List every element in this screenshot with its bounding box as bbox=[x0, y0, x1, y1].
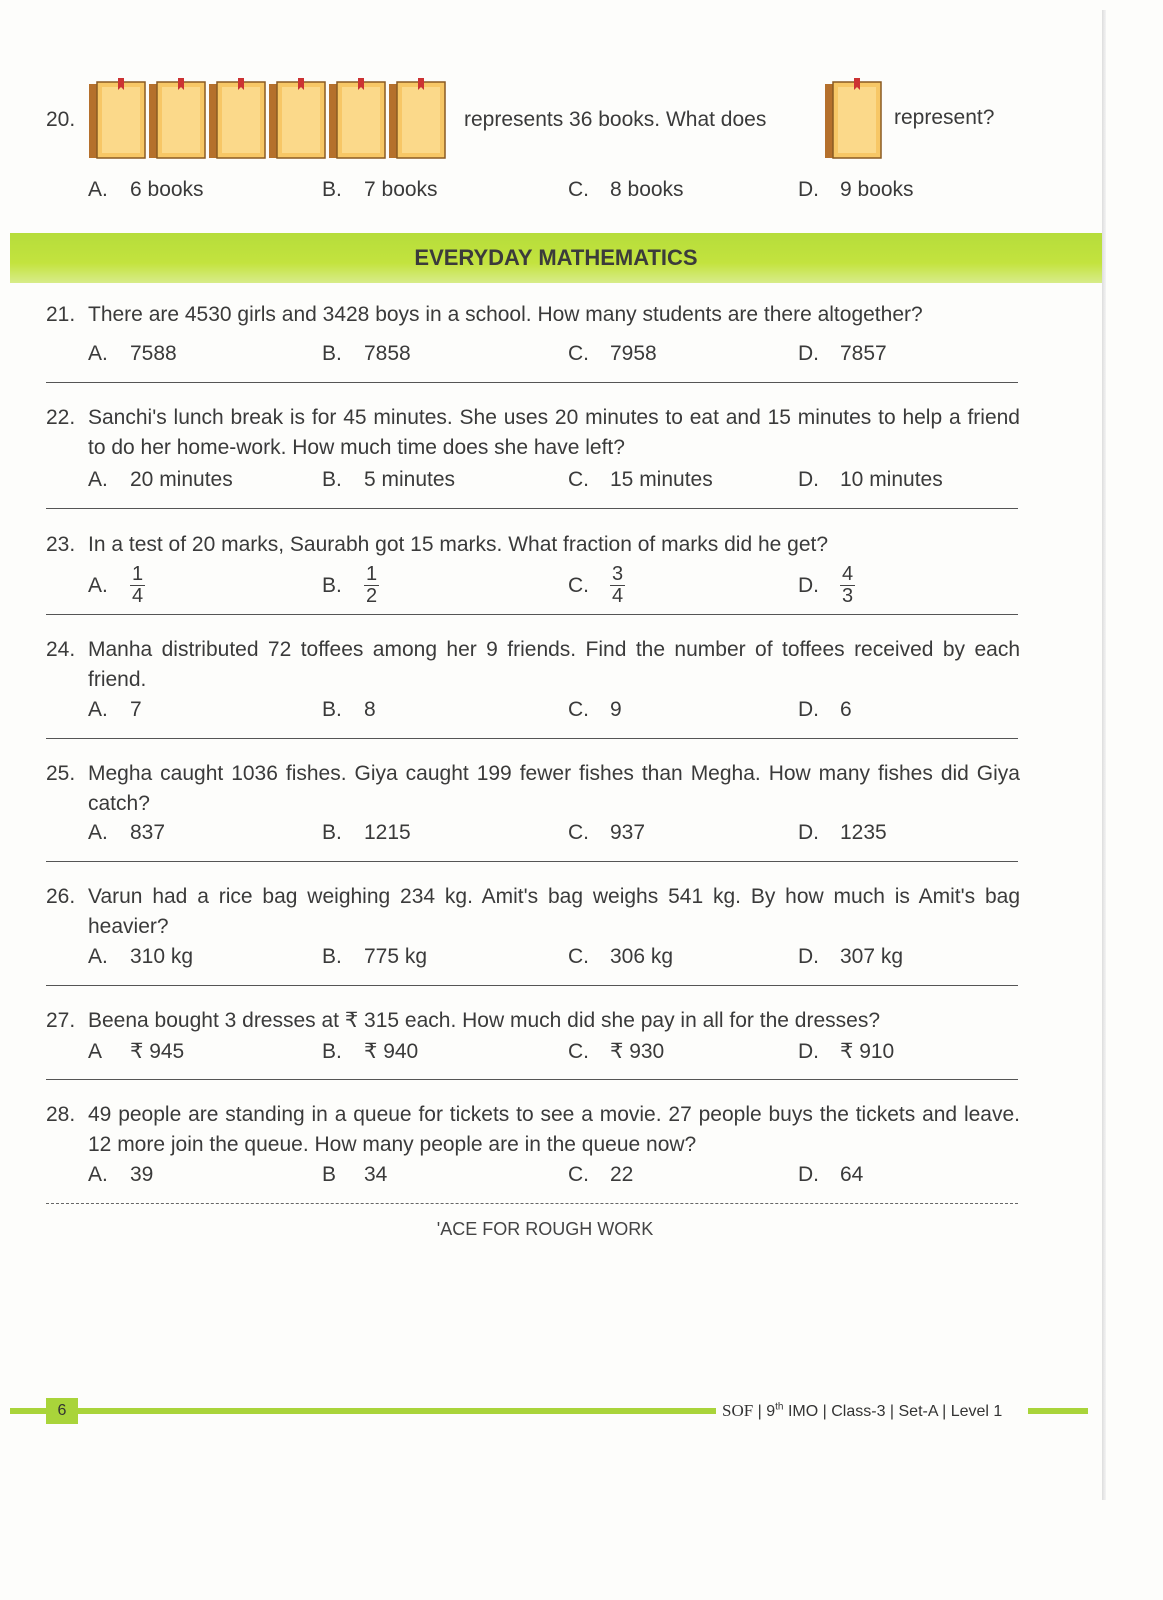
option-b[interactable]: B. 8 bbox=[322, 698, 376, 721]
option-b[interactable]: B. 7 books bbox=[322, 178, 438, 201]
question-text: Manha distributed 72 toffees among her 9 friends. Find the number of toffees received by each friend. bbox=[88, 638, 1020, 691]
divider bbox=[46, 861, 1018, 862]
option-a[interactable]: A. 39 bbox=[88, 1163, 154, 1186]
question-number: 28. bbox=[46, 1103, 76, 1126]
option-b[interactable]: B. 775 kg bbox=[322, 945, 428, 968]
book-group-icon bbox=[88, 78, 446, 160]
fraction: $\frac{3}{4}$ bbox=[612, 563, 624, 607]
question-text: There are 4530 girls and 3428 boys in a school. How many students are there altogether? bbox=[88, 303, 923, 326]
option-a[interactable]: A. 7588 bbox=[88, 342, 177, 365]
question-number: 21. bbox=[46, 303, 76, 326]
option-c[interactable]: C. 8 books bbox=[568, 178, 684, 201]
question-number: 22. bbox=[46, 406, 76, 429]
book-icon bbox=[824, 78, 882, 160]
page-edge-shadow bbox=[1102, 10, 1106, 1500]
option-a[interactable]: A. 7 bbox=[88, 698, 142, 721]
divider bbox=[46, 614, 1018, 615]
option-b[interactable]: B. 1215 bbox=[322, 821, 411, 844]
olympiad-suffix: th bbox=[775, 1401, 784, 1413]
option-d[interactable]: D. ₹ 910 bbox=[798, 1040, 895, 1063]
question-20 bbox=[46, 78, 1046, 168]
question-number: 20. bbox=[46, 108, 76, 131]
divider bbox=[46, 738, 1018, 739]
olympiad-name: IMO bbox=[787, 1403, 819, 1420]
option-d[interactable]: D. 307 kg bbox=[798, 945, 904, 968]
footer-rule bbox=[78, 1408, 716, 1414]
option-a[interactable]: A. 20 minutes bbox=[88, 468, 233, 491]
option-c[interactable]: C. 22 bbox=[568, 1163, 634, 1186]
question-text: represent? bbox=[894, 106, 995, 129]
fraction: $\frac{4}{3}$ bbox=[842, 563, 854, 607]
question-number: 25. bbox=[46, 762, 76, 785]
option-d[interactable]: D. $\frac{4}{3}$ bbox=[798, 563, 854, 607]
rough-work-divider bbox=[46, 1203, 1018, 1204]
question-number: 23. bbox=[46, 533, 76, 556]
book-icon bbox=[88, 78, 146, 160]
question-text: In a test of 20 marks, Saurabh got 15 marks. What fraction of marks did he get? bbox=[88, 533, 829, 556]
section-title: EVERYDAY MATHEMATICS bbox=[414, 245, 698, 270]
rough-work-label: 'ACE FOR ROUGH WORK bbox=[436, 1219, 654, 1239]
footer-rule bbox=[10, 1408, 50, 1414]
question-text: Beena bought 3 dresses at ₹ 315 each. How much did she pay in all for the dresses? bbox=[88, 1009, 881, 1032]
option-b[interactable]: B. ₹ 940 bbox=[322, 1040, 419, 1063]
option-b[interactable]: B 34 bbox=[322, 1163, 388, 1186]
fraction: $\frac{1}{2}$ bbox=[366, 563, 378, 607]
footer-rule bbox=[1028, 1408, 1088, 1414]
question-number: 24. bbox=[46, 638, 76, 661]
sof-logo: SOF bbox=[722, 1401, 754, 1420]
option-c[interactable]: C. ₹ 930 bbox=[568, 1040, 665, 1063]
option-c[interactable]: C. 306 kg bbox=[568, 945, 674, 968]
book-icon bbox=[388, 78, 446, 160]
option-d[interactable]: D. 64 bbox=[798, 1163, 864, 1186]
book-icon bbox=[328, 78, 386, 160]
option-a[interactable]: A. 6 books bbox=[88, 178, 204, 201]
option-c[interactable]: C. 7958 bbox=[568, 342, 657, 365]
question-number: 27. bbox=[46, 1009, 76, 1032]
option-d[interactable]: D. 10 minutes bbox=[798, 468, 943, 491]
option-a[interactable]: A. 837 bbox=[88, 821, 166, 844]
option-c[interactable]: C. 15 minutes bbox=[568, 468, 713, 491]
page-number: 6 bbox=[46, 1398, 78, 1424]
divider bbox=[46, 1079, 1018, 1080]
olympiad-number: 9 bbox=[766, 1403, 776, 1420]
option-b[interactable]: B. 5 minutes bbox=[322, 468, 456, 491]
question-text: Varun had a rice bag weighing 234 kg. Amit's bag weighs 541 kg. By how much is Amit's bag heavier? bbox=[88, 885, 1020, 938]
option-d[interactable]: D. 6 bbox=[798, 698, 852, 721]
divider bbox=[46, 508, 1018, 509]
section-banner bbox=[10, 233, 1102, 283]
question-number: 26. bbox=[46, 885, 76, 908]
option-c[interactable]: C. 937 bbox=[568, 821, 646, 844]
fraction: $\frac{1}{4}$ bbox=[132, 563, 144, 607]
option-d[interactable]: D. 7857 bbox=[798, 342, 887, 365]
class-set-level: | Class-3 | Set-A | Level 1 bbox=[822, 1403, 1003, 1420]
book-icon bbox=[148, 78, 206, 160]
option-a[interactable]: A. 310 kg bbox=[88, 945, 194, 968]
divider bbox=[46, 985, 1018, 986]
option-c[interactable]: C. 9 bbox=[568, 698, 622, 721]
option-d[interactable]: D. 9 books bbox=[798, 178, 914, 201]
question-text: Sanchi's lunch break is for 45 minutes. She uses 20 minutes to eat and 15 minutes to help a friend to do her home-work. How much time does she have left? bbox=[88, 406, 1020, 459]
question-text: represents 36 books. What does bbox=[464, 108, 767, 131]
option-a[interactable]: A. $\frac{1}{4}$ bbox=[88, 563, 144, 607]
question-text: Megha caught 1036 fishes. Giya caught 199 fewer fishes than Megha. How many fishes did Giya catch? bbox=[88, 762, 1020, 815]
book-icon bbox=[208, 78, 266, 160]
option-c[interactable]: C. $\frac{3}{4}$ bbox=[568, 563, 624, 607]
footer-info: SOF | 9th IMO | Class-3 | Set-A | Level 1 bbox=[722, 1401, 1003, 1420]
question-text: 49 people are standing in a queue for tickets to see a movie. 27 people buys the tickets and leave. 12 more join the queue. How many people are in the queue now? bbox=[88, 1103, 1020, 1156]
option-b[interactable]: B. $\frac{1}{2}$ bbox=[322, 563, 378, 607]
option-b[interactable]: B. 7858 bbox=[322, 342, 411, 365]
book-icon bbox=[268, 78, 326, 160]
divider bbox=[46, 382, 1018, 383]
option-d[interactable]: D. 1235 bbox=[798, 821, 887, 844]
option-a[interactable]: A ₹ 945 bbox=[88, 1040, 185, 1063]
